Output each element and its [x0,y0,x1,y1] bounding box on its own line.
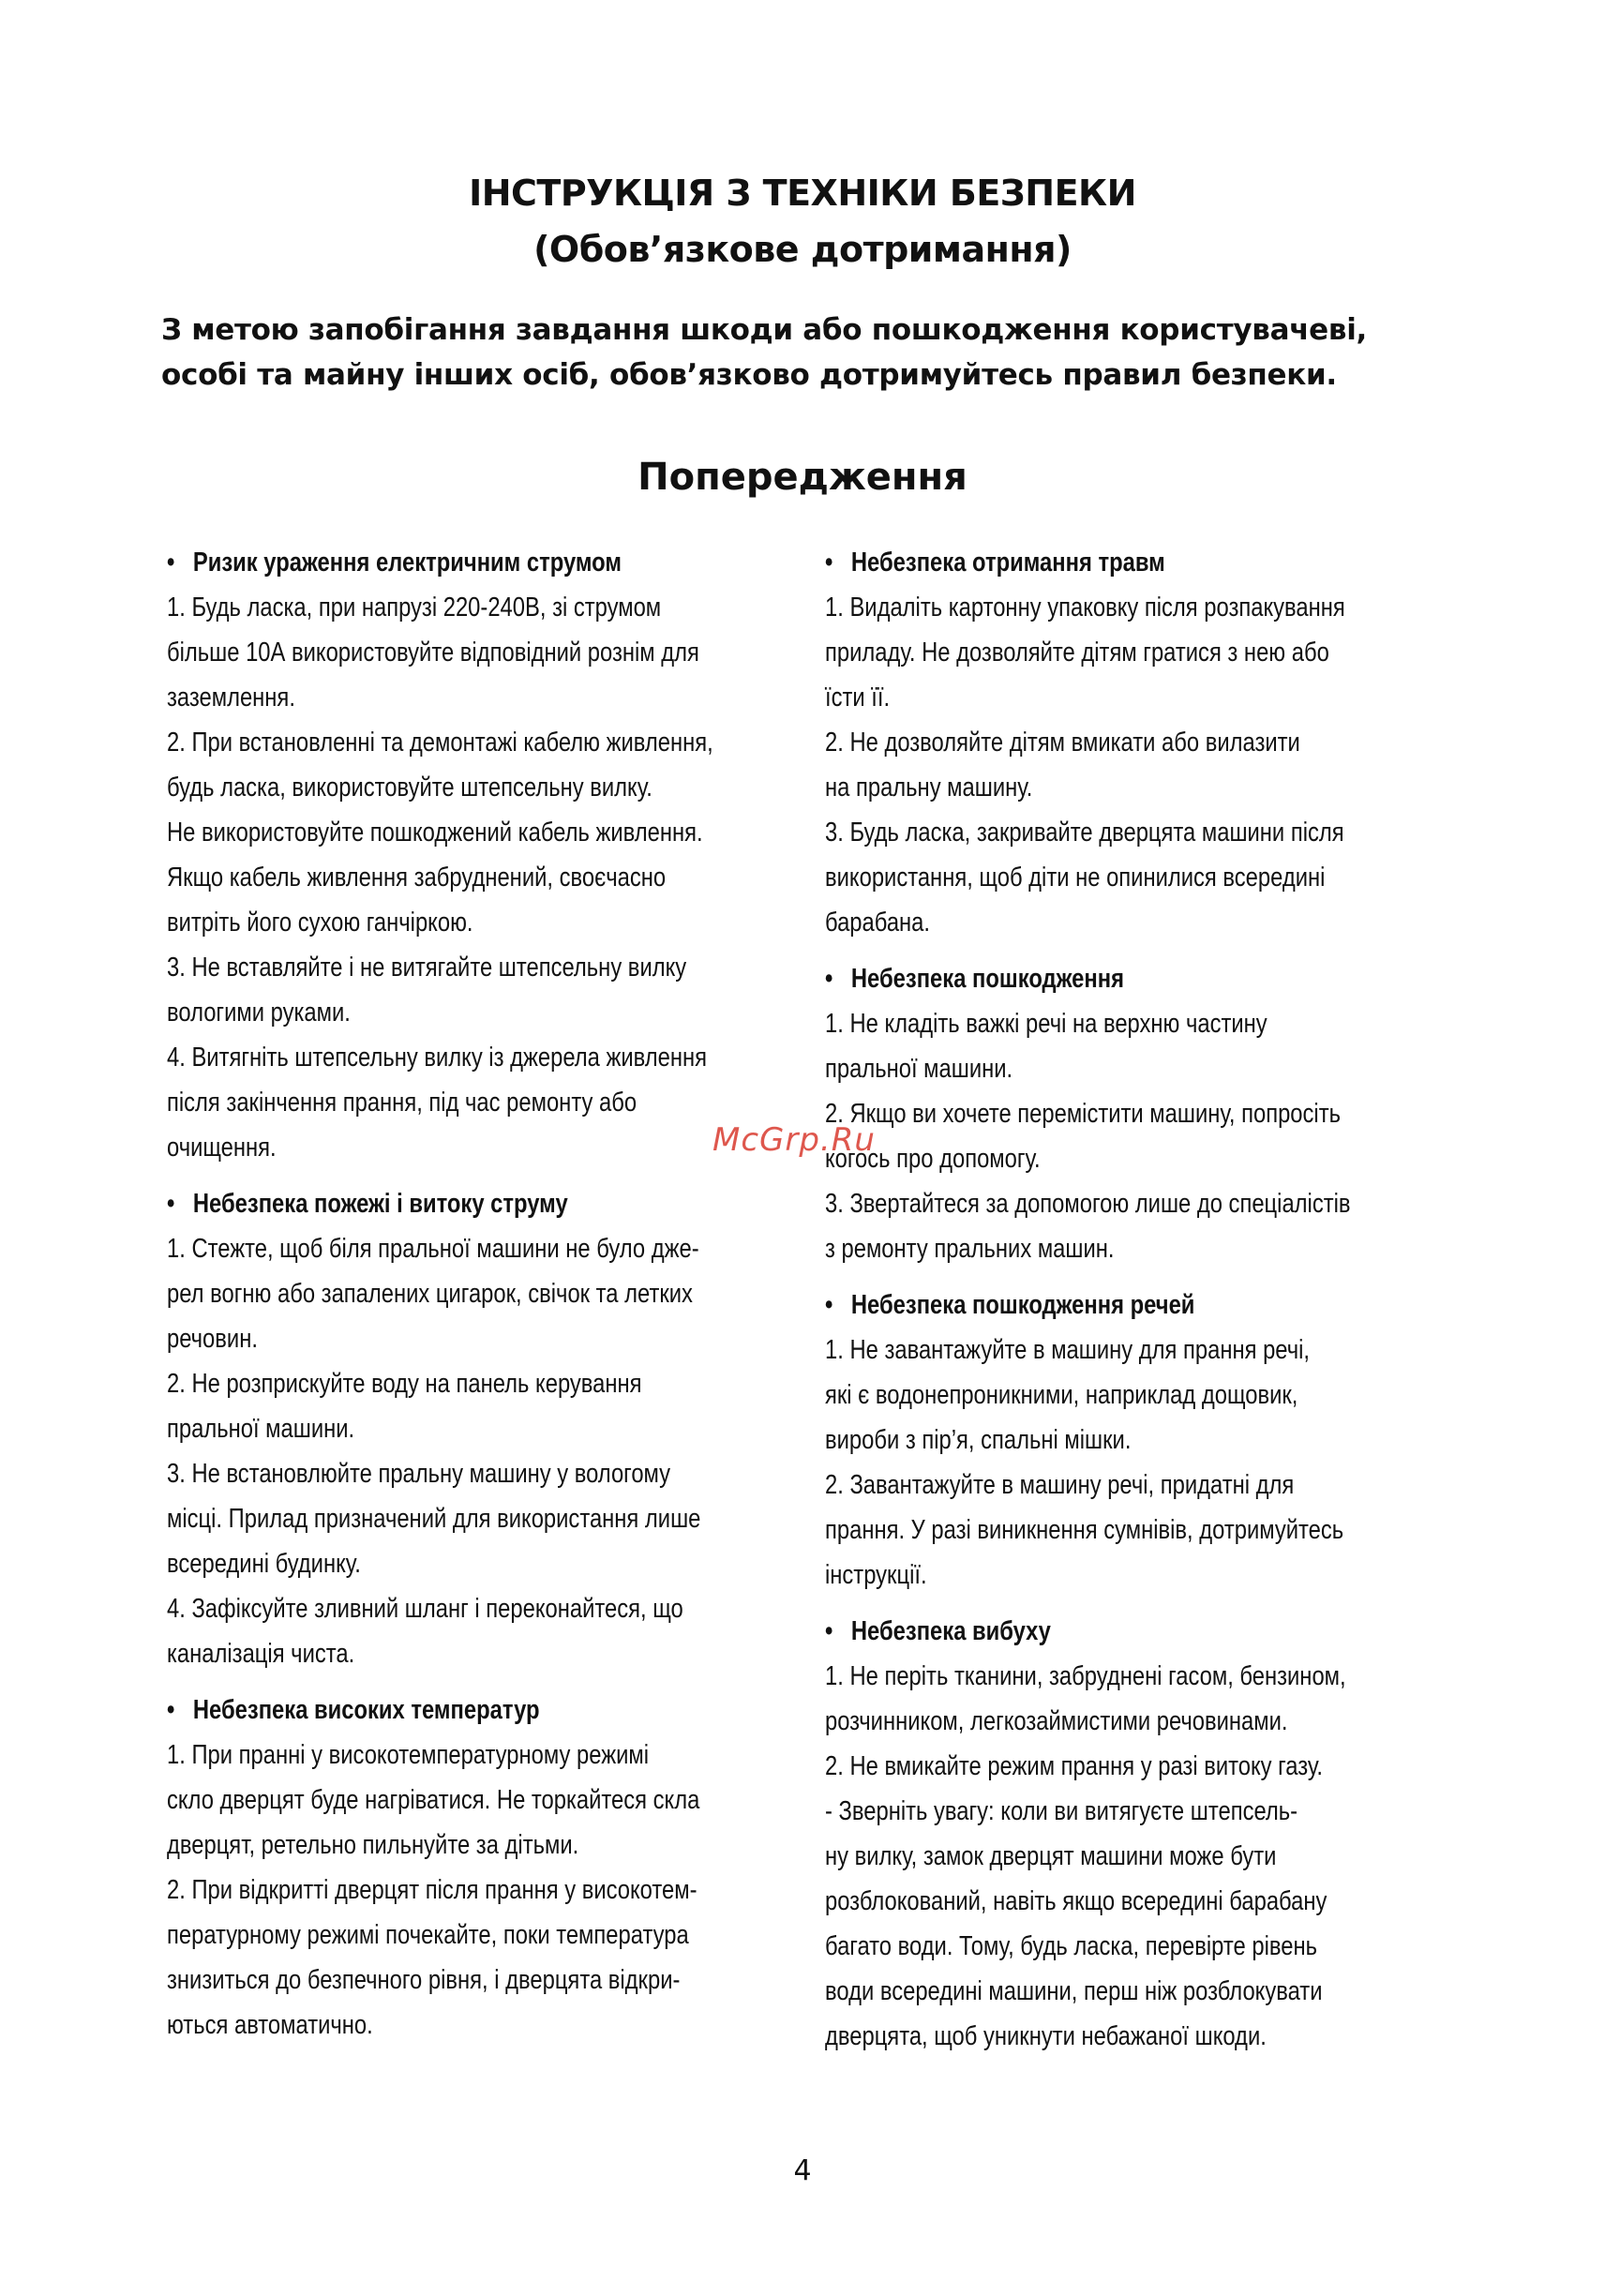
bullet-icon: • [825,548,833,578]
bullet-icon: • [825,1290,833,1320]
section-gap [167,1170,720,1181]
bullet-icon: • [825,1616,833,1646]
warning-section-title [167,1688,720,1733]
instruction-line: когось про допомогу. [825,1144,1041,1174]
instruction-line: 3. Не встановлюйте пральну машину у вологому [167,1459,671,1489]
instruction-line: будь ласка, використовуйте штепсельну вилку. [167,773,652,803]
warning-section-title [167,540,720,585]
instruction-line: використання, щоб діти не опинилися всередині [825,863,1326,893]
instruction-line: прання. У разі виникнення сумнівів, дотримуйтесь [825,1515,1344,1545]
instruction-line: 2. При встановленні та демонтажі кабелю живлення, [167,728,713,758]
section-gap [825,1271,1378,1283]
warning-section-label: Небезпека пошкодження [850,964,1125,994]
warning-section-label: Ризик ураження електричним струмом [192,548,622,578]
instruction-line: 2. Якщо ви хочете перемістити машину, попросіть [825,1099,1341,1129]
bullet-icon: • [167,1695,175,1725]
instruction-line: барабана. [825,908,931,938]
instruction-line: 2. Завантажуйте в машину речі, придатні для [825,1470,1295,1500]
instruction-line: рел вогню або запалених цигарок, свічок та летких [167,1279,693,1309]
instruction-line: 1. Не кладіть важкі речі на верхню частину [825,1009,1268,1039]
instruction-line: речовин. [167,1324,258,1354]
instruction-line: 1. Видаліть картонну упаковку після розпакування [825,593,1345,623]
instruction-line: Не використовуйте пошкоджений кабель живлення. [167,818,703,848]
instruction-line: пературному режимі почекайте, поки температура [167,1920,689,1950]
instruction-line: ються автоматично. [167,2010,373,2040]
section-gap [167,1676,720,1688]
intro-line: З метою запобігання завдання шкоди або пошкодження користувачеві, [161,313,1368,347]
instruction-line: які є водонепроникними, наприклад дощовик, [825,1380,1298,1410]
intro-paragraph [161,308,1455,398]
instruction-line: 4. Витягніть штепсельну вилку із джерела живлення [167,1043,708,1073]
instruction-line: більше 10А використовуйте відповідний рознім для [167,638,699,668]
section-gap [825,945,1378,956]
warning-section-title [825,956,1378,1001]
bullet-icon: • [167,548,175,578]
instruction-line: 3. Не вставляйте і не витягайте штепсельну вилку [167,953,687,983]
instruction-line: дверцята, щоб уникнути небажаної шкоди. [825,2021,1267,2051]
instruction-line: з ремонту пральних машин. [825,1234,1115,1264]
instruction-line: 3. Будь ласка, закривайте дверцята машини після [825,818,1344,848]
instruction-line: 2. Не вмикайте режим прання у разі витоку газу. [825,1751,1324,1781]
instruction-line: знизиться до безпечного рівня, і дверцята відкри- [167,1965,681,1995]
section-gap [825,1598,1378,1609]
instruction-line: 4. Зафіксуйте зливний шланг і переконайтеся, що [167,1594,683,1624]
instruction-line: після закінчення прання, під час ремонту або [167,1088,638,1118]
warning-section-label: Небезпека пошкодження речей [850,1290,1195,1320]
instruction-line: очищення. [167,1133,277,1163]
instruction-line: місці. Прилад призначений для використання лише [167,1504,701,1534]
bullet-icon: • [167,1189,175,1219]
warning-section-title [825,1283,1378,1328]
left-column [167,540,720,2048]
warning-section-title [167,1181,720,1226]
instruction-line: розчинником, легкозаймистими речовинами. [825,1706,1288,1736]
instruction-line: пральної машини. [825,1054,1013,1084]
instruction-line: ну вилку, замок дверцят машини може бути [825,1841,1277,1871]
instruction-line: Якщо кабель живлення забруднений, своєчасно [167,863,667,893]
intro-line: особі та майну інших осіб, обов’язково дотримуйтесь правил безпеки. [161,358,1337,392]
instruction-line: багато води. Тому, будь ласка, перевірте рівень [825,1931,1317,1961]
instruction-line: пральної машини. [167,1414,355,1444]
warning-section-label: Небезпека отримання травм [850,548,1165,578]
bullet-icon: • [825,964,833,994]
instruction-line: 1. Будь ласка, при напрузі 220-240В, зі струмом [167,593,662,623]
document-title: ІНСТРУКЦІЯ З ТЕХНІКИ БЕЗПЕКИ [469,173,1136,214]
instruction-line: 2. Не розприскуйте воду на панель керування [167,1369,642,1399]
document-subtitle: (Обов’язкове дотримання) [533,229,1072,270]
instruction-line: води всередині машини, перш ніж розблокувати [825,1976,1323,2006]
warning-section-label: Небезпека пожежі і витоку струму [192,1189,568,1219]
page-number: 4 [793,2154,812,2187]
warning-section-title [825,540,1378,585]
instruction-line: 1. При пранні у високотемпературному режимі [167,1740,650,1770]
instruction-line: скло дверцят буде нагріватися. Не торкайтеся скла [167,1785,700,1815]
warning-section-label: Небезпека вибуху [850,1616,1051,1646]
instruction-line: 1. Стежте, щоб біля пральної машини не було дже- [167,1234,699,1264]
right-column [825,540,1378,2059]
instruction-line: витріть його сухою ганчіркою. [167,908,473,938]
warning-section-label: Небезпека високих температур [192,1695,540,1725]
instruction-line: 1. Не завантажуйте в машину для прання речі, [825,1335,1311,1365]
instruction-line: їсти її. [825,683,891,713]
instruction-line: вологими руками. [167,998,351,1028]
instruction-line: 2. Не дозволяйте дітям вмикати або вилазити [825,728,1300,758]
instruction-line: дверцят, ретельно пильнуйте за дітьми. [167,1830,579,1860]
instruction-line: 1. Не періть тканини, забруднені гасом, бензином, [825,1661,1346,1691]
warning-section-title [825,1609,1378,1654]
instruction-line: на пральну машину. [825,773,1033,803]
watermark: McGrp.Ru [712,1121,876,1159]
instruction-line: інструкції. [825,1560,927,1590]
instruction-line: 3. Звертайтеся за допомогою лише до спеціалістів [825,1189,1351,1219]
instruction-line: 2. При відкритті дверцят після прання у високотем- [167,1875,698,1905]
instruction-line: приладу. Не дозволяйте дітям гратися з нею або [825,638,1329,668]
instruction-line: вироби з пір’я, спальні мішки. [825,1425,1132,1455]
section-heading-warnings: Попередження [638,456,968,499]
instruction-line: каналізація чиста. [167,1639,355,1669]
instruction-line: всередині будинку. [167,1549,361,1579]
instruction-line: - Зверніть увагу: коли ви витягуєте штепсель- [825,1796,1298,1826]
instruction-line: заземлення. [167,683,295,713]
instruction-line: розблокований, навіть якщо всередині барабану [825,1886,1328,1916]
